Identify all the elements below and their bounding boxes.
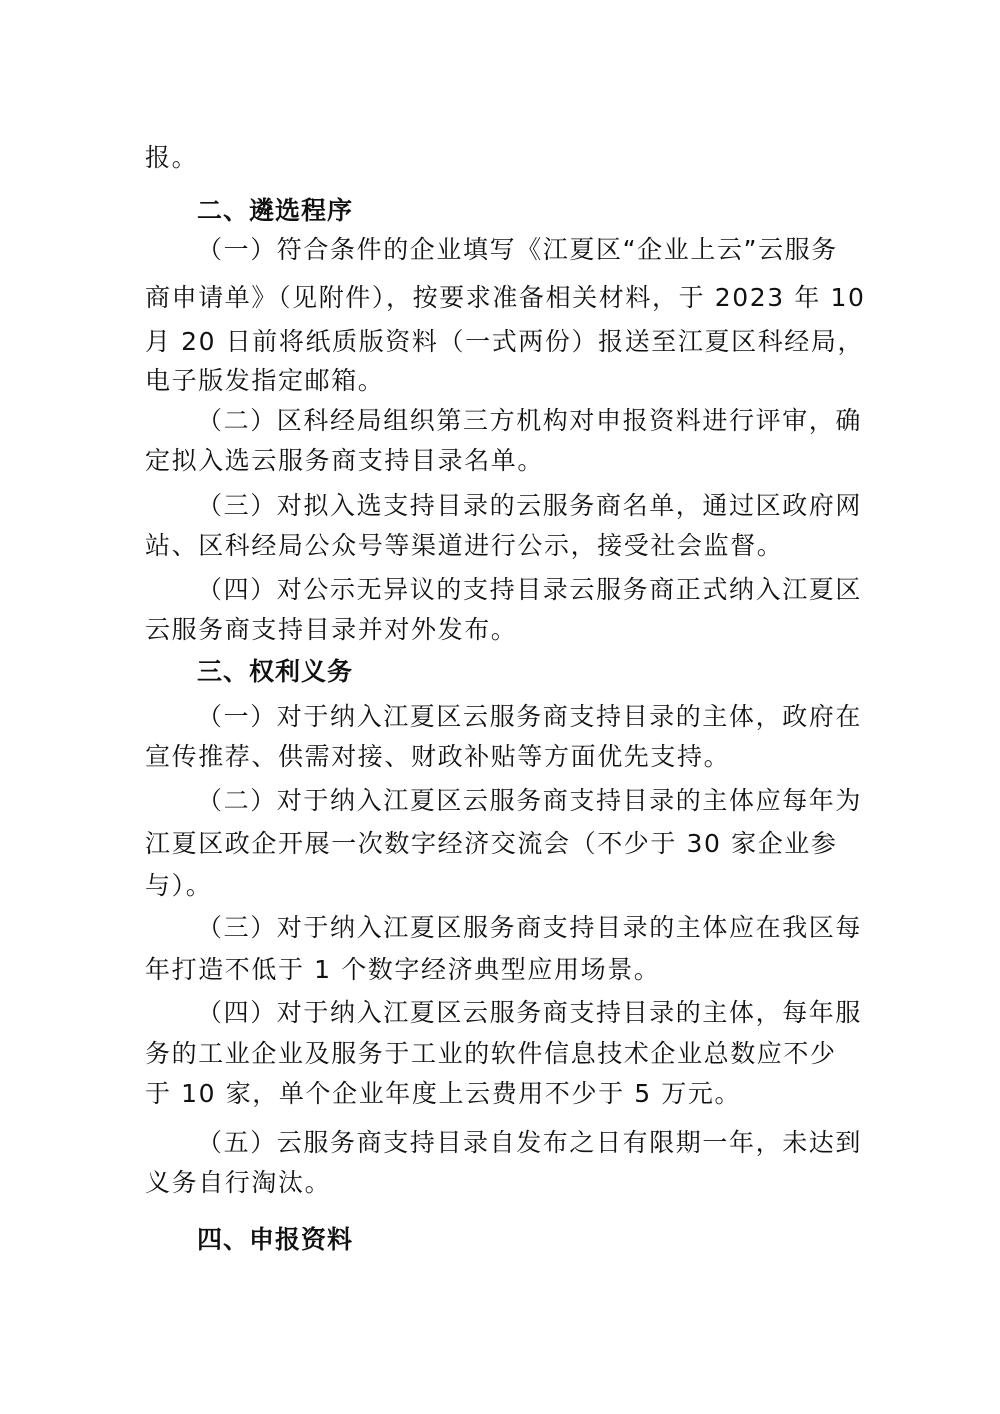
text-line: 商申请单》（见附件），按要求准备相关材料，于 2023 年 10 — [145, 283, 866, 312]
text-line: （三）对拟入选支持目录的云服务商名单，通过区政府网 — [197, 491, 863, 520]
text-line: 年打造不低于 1 个数字经济典型应用场景。 — [145, 955, 661, 984]
text-line: （三）对于纳入江夏区服务商支持目录的主体应在我区每 — [197, 913, 863, 942]
text-line: 云服务商支持目录并对外发布。 — [145, 615, 518, 644]
text-line: 宣传推荐、供需对接、财政补贴等方面优先支持。 — [145, 742, 731, 771]
text-line: 电子版发指定邮箱。 — [145, 366, 385, 395]
text-line: 定拟入选云服务商支持目录名单。 — [145, 446, 545, 475]
text-line: （一）对于纳入江夏区云服务商支持目录的主体，政府在 — [197, 702, 863, 731]
section-heading: 四、申报资料 — [197, 1225, 354, 1254]
section-heading: 三、权利义务 — [197, 657, 354, 686]
text-line: 站、区科经局公众号等渠道进行公示，接受社会监督。 — [145, 531, 784, 560]
text-line: 月 20 日前将纸质版资料（一式两份）报送至江夏区科经局， — [145, 327, 865, 356]
text-line: 义务自行淘汰。 — [145, 1168, 332, 1197]
text-line: （五）云服务商支持目录自发布之日有限期一年，未达到 — [197, 1128, 863, 1157]
text-line: 务的工业企业及服务于工业的软件信息技术企业总数应不少 — [145, 1039, 837, 1068]
text-line: 与）。 — [145, 871, 213, 900]
text-line: （四）对于纳入江夏区云服务商支持目录的主体，每年服 — [197, 998, 863, 1027]
text-line: （四）对公示无异议的支持目录云服务商正式纳入江夏区 — [197, 575, 863, 604]
text-line: （一）符合条件的企业填写《江夏区“企业上云”云服务 — [197, 235, 838, 264]
text-line: （二）区科经局组织第三方机构对申报资料进行评审，确 — [197, 406, 863, 435]
section-heading: 二、遴选程序 — [197, 196, 354, 225]
text-line: 江夏区政企开展一次数字经济交流会（不少于 30 家企业参 — [145, 829, 838, 858]
text-line: 报。 — [145, 143, 199, 172]
text-line: 于 10 家，单个企业年度上云费用不少于 5 万元。 — [145, 1079, 742, 1108]
text-line: （二）对于纳入江夏区云服务商支持目录的主体应每年为 — [197, 786, 863, 815]
